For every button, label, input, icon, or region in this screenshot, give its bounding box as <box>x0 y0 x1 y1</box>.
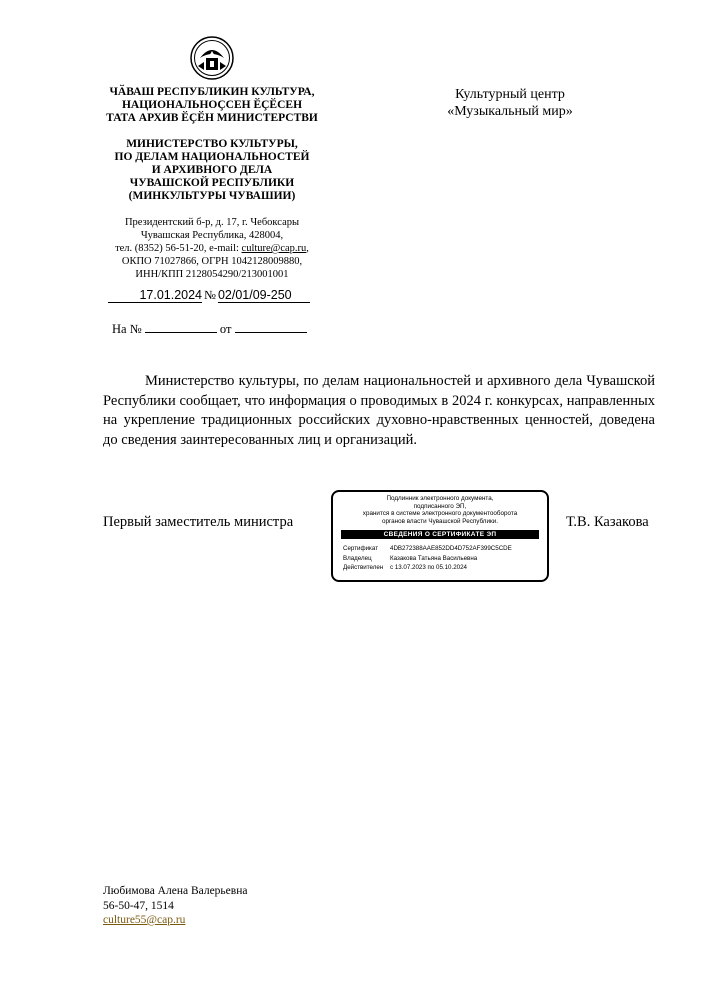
header-cv-line: ЧӐВАШ РЕСПУБЛИКИН КУЛЬТУРА, <box>109 86 315 98</box>
address-line-contacts <box>92 242 332 255</box>
executor-name: Любимова Алена Валерьевна <box>103 885 248 897</box>
stamp-certificate-bar: СВЕДЕНИЯ О СЕРТИФИКАТЕ ЭП <box>341 530 539 539</box>
reference-ot-label: от <box>219 322 232 336</box>
number-sign: № <box>204 288 216 302</box>
recipient-line: Культурный центр <box>455 87 565 102</box>
sender-address <box>92 216 332 281</box>
reference-na-label: На № <box>112 322 142 336</box>
executor-phone: 56-50-47, 1514 <box>103 899 174 912</box>
registration-number: 02/01/09-250 <box>218 288 310 303</box>
stamp-header <box>333 495 547 525</box>
stamp-header-line: Подлинник электронного документа, <box>386 495 494 502</box>
executor-email-link[interactable]: culture55@cap.ru <box>103 914 186 926</box>
address-line: ИНН/КПП 2128054290/213001001 <box>135 269 289 280</box>
recipient-line: «Музыкальный мир» <box>447 104 573 119</box>
comma-text: , <box>306 243 309 254</box>
registration-line <box>108 288 310 303</box>
registration-date: 17.01.2024 <box>108 288 202 303</box>
stamp-row <box>343 563 512 573</box>
header-cv-line: ТАТА АРХИВ ӖҪӖН МИНИСТЕРСТВИ <box>106 112 318 124</box>
e-signature-stamp <box>331 490 549 582</box>
header-cv-line: НАЦИОНАЛЬНОҪСЕН ӖҪӖСЕН <box>121 99 303 111</box>
address-line: Чувашская Республика, 428004, <box>140 230 284 241</box>
signatory-name: Т.В. Казакова <box>566 514 649 530</box>
header-ru-line: ЧУВАШСКОЙ РЕСПУБЛИКИ <box>129 177 295 189</box>
stamp-value: Казакова Татьяна Васильевна <box>390 554 478 562</box>
stamp-key: Действителен <box>343 564 384 571</box>
reference-line <box>112 320 307 337</box>
email-link[interactable]: culture@cap.ru <box>241 243 307 254</box>
stamp-key: Сертификат <box>343 545 379 552</box>
address-line: Президентский б-р, д. 17, г. Чебоксары <box>124 217 300 228</box>
stamp-value: 4DB272388AAE852DD4D752AF399C5CDE <box>390 545 512 552</box>
stamp-value: с 13.07.2023 по 05.10.2024 <box>390 564 467 571</box>
stamp-header-line: органов власти Чувашской Республики. <box>381 517 499 525</box>
header-ru-line: И АРХИВНОГО ДЕЛА <box>151 164 273 176</box>
header-ru-line: (МИНКУЛЬТУРЫ ЧУВАШИИ) <box>128 190 296 202</box>
stamp-row <box>343 554 512 564</box>
reference-date-blank <box>235 320 307 333</box>
letter-body: Министерство культуры, по делам национальностей и архивного дела Чувашской Республики сообщает, что информация о проводимых в 2024 г. конкурсах, направленных на укрепление традиционных российских духовно-нравственных ценностей, доведена до сведения заинтересованных лиц и организаций. <box>103 373 655 448</box>
phone-text: тел. (8352) 56-51-20, e-mail: <box>115 243 242 254</box>
address-line: ОКПО 71027866, ОГРН 1042128009880, <box>121 256 303 267</box>
executor-info <box>103 884 247 928</box>
stamp-row <box>343 544 512 554</box>
header-ru-line: МИНИСТЕРСТВО КУЛЬТУРЫ, <box>126 138 298 150</box>
stamp-header-line: подписанного ЭП, <box>413 502 467 510</box>
header-russian <box>92 138 332 203</box>
header-chuvash <box>92 86 332 125</box>
stamp-header-line: хранится в системе электронного документооборота <box>362 510 518 518</box>
stamp-key: Владелец <box>343 554 372 562</box>
stamp-details <box>343 544 512 573</box>
header-ru-line: ПО ДЕЛАМ НАЦИОНАЛЬНОСТЕЙ <box>114 151 310 163</box>
signatory-position: Первый заместитель министра <box>103 514 294 530</box>
recipient <box>410 86 610 120</box>
reference-number-blank <box>145 320 217 333</box>
emblem-icon <box>190 36 234 80</box>
